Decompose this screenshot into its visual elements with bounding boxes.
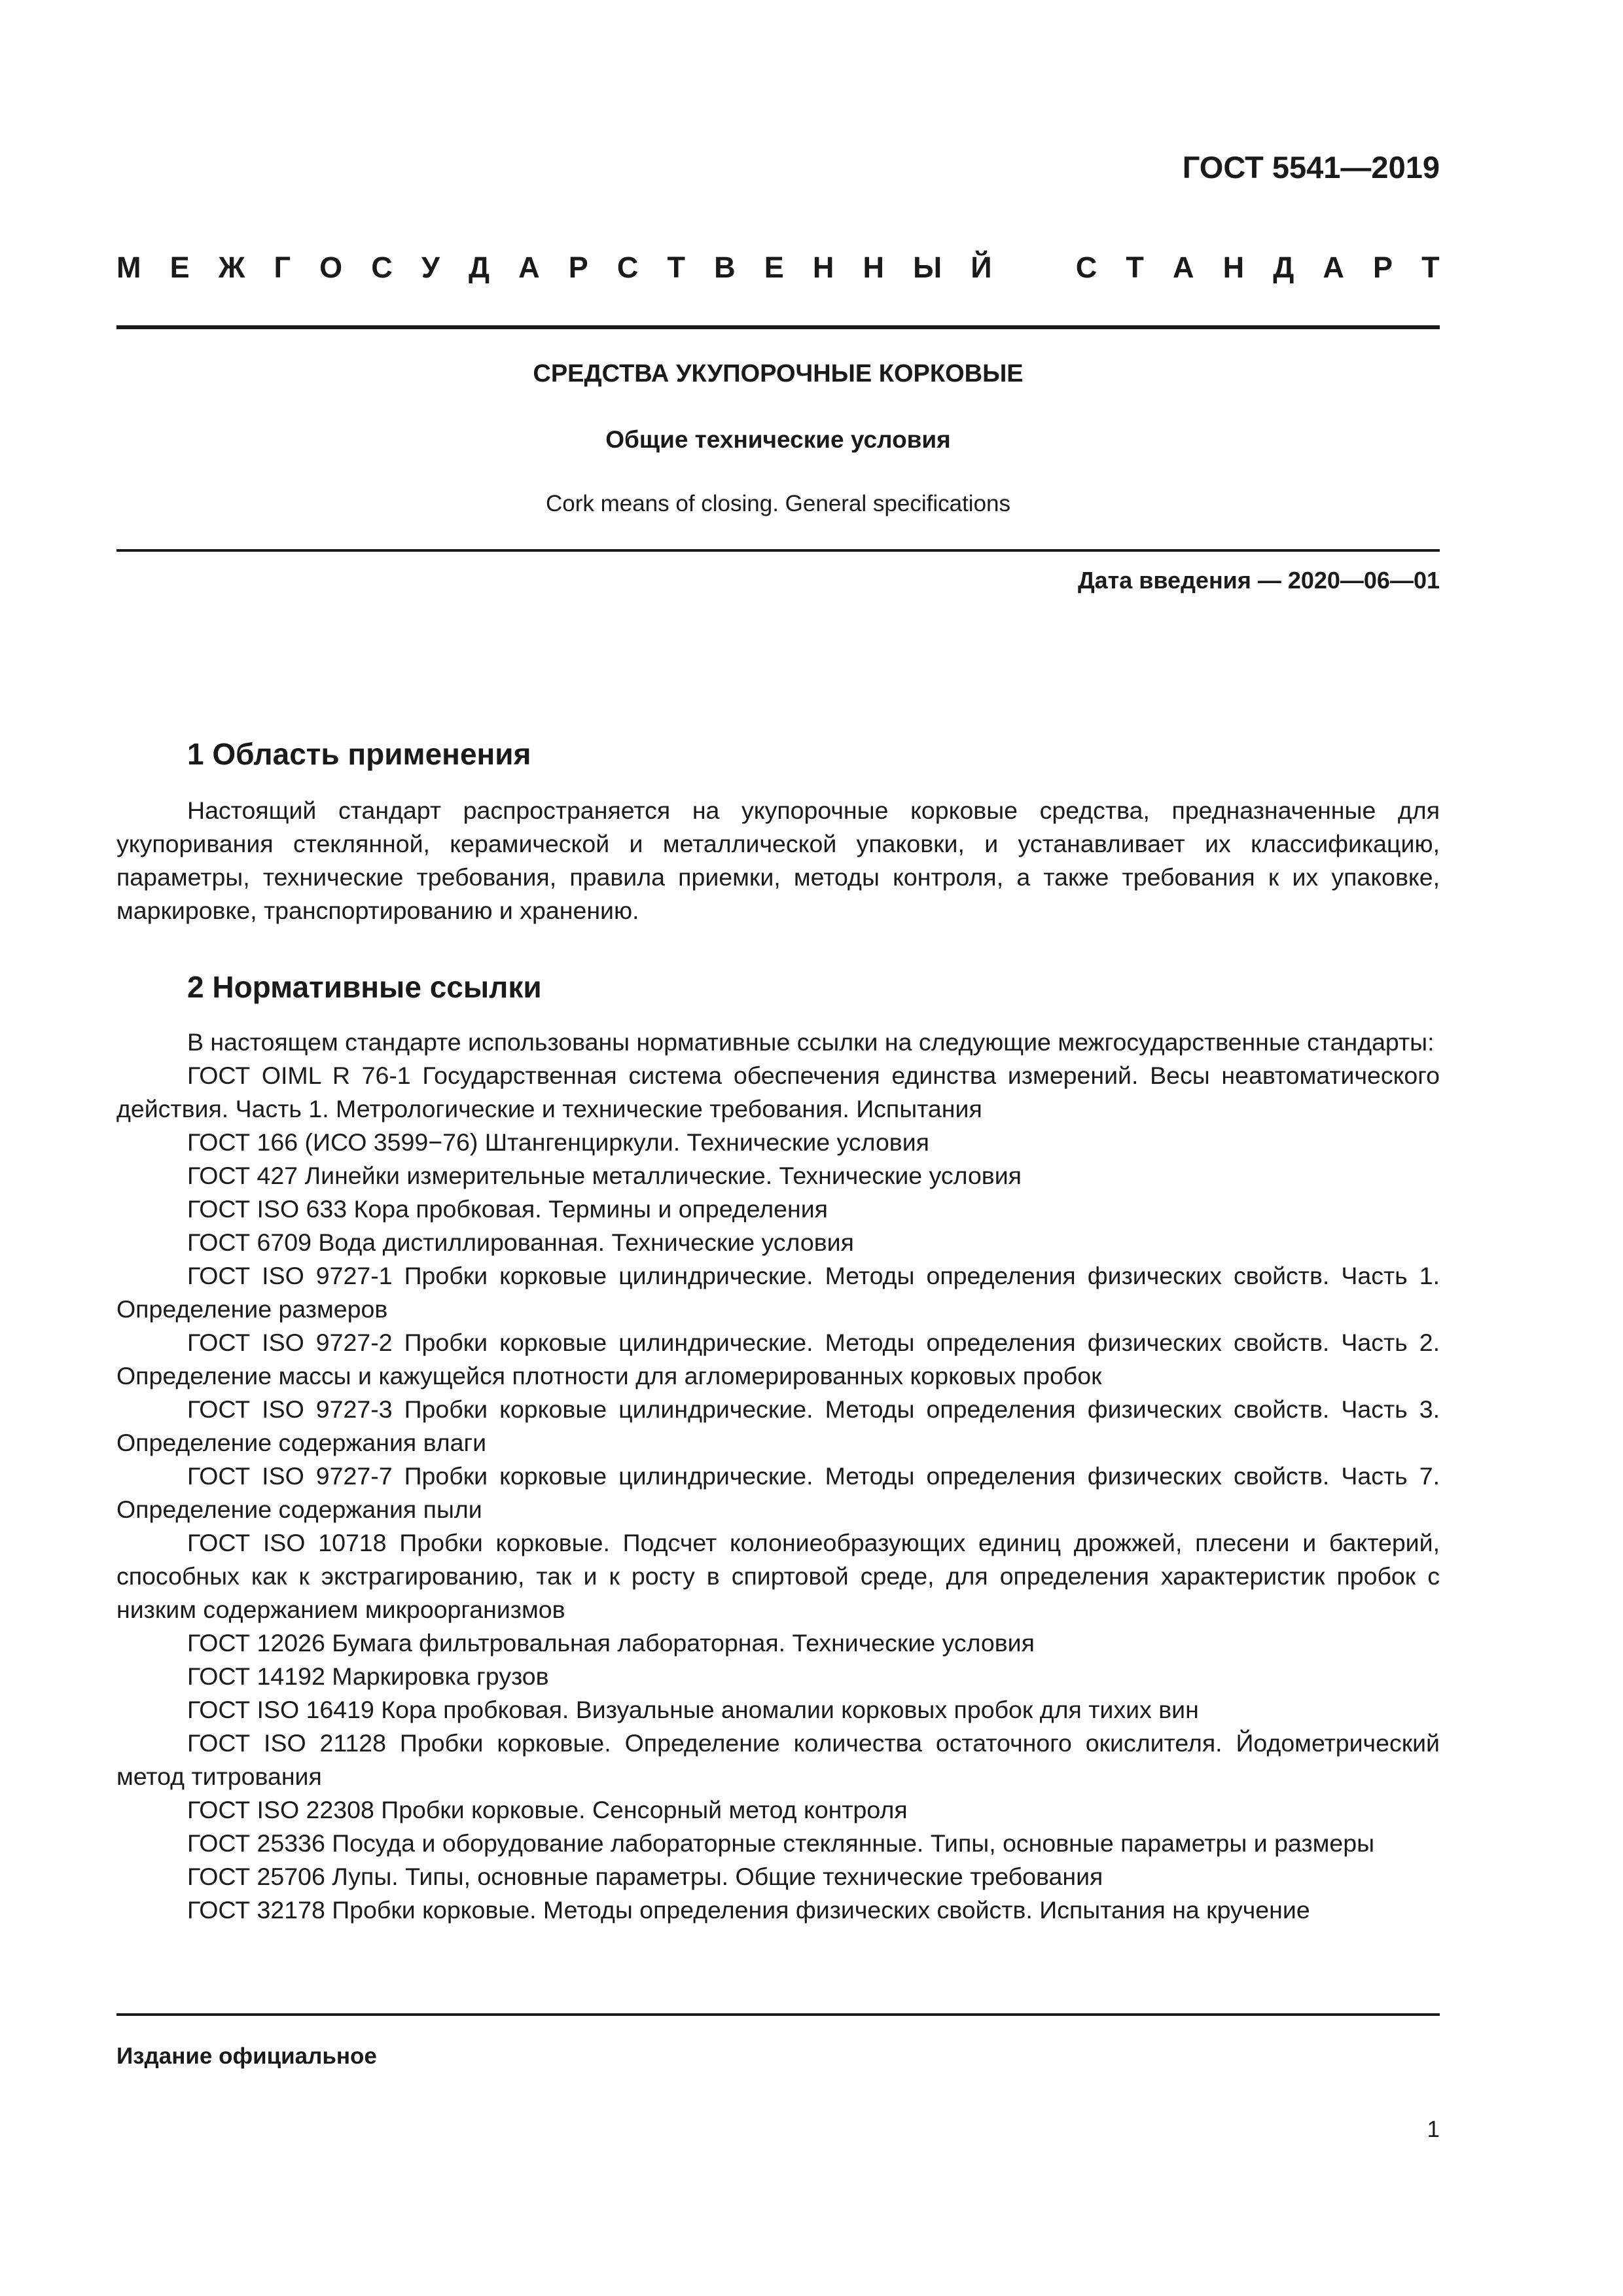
reference-item: ГОСТ ISO 9727-1 Пробки корковые цилиндрические. Методы определения физических свойств. Часть 1. Определение размеров xyxy=(116,1262,1440,1323)
document-title: СРЕДСТВА УКУПОРОЧНЫЕ КОРКОВЫЕ xyxy=(533,360,1024,387)
reference-item: ГОСТ 6709 Вода дистиллированная. Технические условия xyxy=(187,1229,854,1256)
banner-letter: А xyxy=(1323,251,1344,284)
reference-item: ГОСТ OIML R 76-1 Государственная система обеспечения единства измерений. Весы неавтоматического действия. Часть 1. Метрологические и технические требования. Испытания xyxy=(116,1062,1440,1122)
reference-item: ГОСТ ISO 9727-3 Пробки корковые цилиндрические. Методы определения физических свойств. Часть 3. Определение содержания влаги xyxy=(116,1395,1440,1456)
banner-letter: Н xyxy=(812,251,834,284)
banner-letter: У xyxy=(421,251,440,284)
reference-item: ГОСТ ISO 16419 Кора пробковая. Визуальные аномалии корковых пробок для тихих вин xyxy=(187,1696,1199,1723)
header-divider xyxy=(116,325,1440,329)
references-list xyxy=(116,1026,1440,1927)
banner-letter: С xyxy=(616,251,639,284)
banner-word-gap xyxy=(1021,251,1047,285)
banner-letter: Е xyxy=(764,251,784,284)
banner-letter: Н xyxy=(863,251,884,284)
reference-item: ГОСТ 32178 Пробки корковые. Методы определения физических свойств. Испытания на кручение xyxy=(187,1896,1310,1924)
banner-letter: Д xyxy=(468,251,490,284)
banner-letter: Р xyxy=(568,251,588,284)
reference-item: ГОСТ ISO 22308 Пробки корковые. Сенсорный метод контроля xyxy=(187,1796,908,1823)
footer-divider xyxy=(116,2013,1440,2016)
scope-section xyxy=(116,794,1440,927)
banner-letter: Г xyxy=(274,251,291,284)
reference-item: ГОСТ 14192 Маркировка грузов xyxy=(187,1662,549,1690)
banner-letter: М xyxy=(116,251,141,284)
english-title: Cork means of closing. General specifications xyxy=(545,491,1011,516)
effective-date: Дата введения — 2020—06—01 xyxy=(1077,567,1440,594)
reference-item: ГОСТ ISO 10718 Пробки корковые. Подсчет колониеобразующих единиц дрожжей, плесени и бактерий, способных как к экстрагированию, так и к росту в спиртовой среде, для определения характеристик пробок с низким содержанием микроорганизмов xyxy=(116,1529,1440,1623)
interstate-standard-banner xyxy=(116,251,1440,285)
page-number: 1 xyxy=(1427,2117,1440,2142)
reference-item: ГОСТ 166 (ИСО 3599−76) Штангенциркули. Технические условия xyxy=(187,1128,929,1156)
reference-item: ГОСТ 427 Линейки измерительные металлические. Технические условия xyxy=(187,1162,1022,1189)
banner-letter: Ж xyxy=(218,251,245,284)
reference-item: ГОСТ 12026 Бумага фильтровальная лабораторная. Технические условия xyxy=(187,1629,1035,1657)
reference-item: ГОСТ 25336 Посуда и оборудование лабораторные стеклянные. Типы, основные параметры и размеры xyxy=(187,1829,1375,1857)
banner-letter: В xyxy=(714,251,736,284)
official-edition-note: Издание официальное xyxy=(116,2043,377,2069)
banner-letter: С xyxy=(1075,251,1097,284)
banner-letter: Т xyxy=(1126,251,1144,284)
reference-item: ГОСТ 25706 Лупы. Типы, основные параметры. Общие технические требования xyxy=(187,1863,1103,1890)
reference-item: ГОСТ ISO 21128 Пробки корковые. Определение количества остаточного окислителя. Йодометрический метод титрования xyxy=(116,1729,1440,1790)
banner-letter: Ы xyxy=(913,251,942,284)
reference-item: ГОСТ ISO 633 Кора пробковая. Термины и определения xyxy=(187,1195,828,1223)
section-heading-references: 2 Нормативные ссылки xyxy=(187,970,542,1004)
banner-letter: О xyxy=(319,251,343,284)
banner-letter: Е xyxy=(169,251,190,284)
document-subtitle: Общие технические условия xyxy=(605,426,951,453)
title-divider xyxy=(116,549,1440,552)
section-heading-scope: 1 Область применения xyxy=(187,737,531,771)
banner-letter: Д xyxy=(1273,251,1294,284)
banner-letter: С xyxy=(371,251,393,284)
banner-letter: Т xyxy=(1421,251,1440,284)
banner-letter: А xyxy=(1173,251,1194,284)
references-intro: В настоящем стандарте использованы нормативные ссылки на следующие межгосударственные стандарты: xyxy=(187,1028,1435,1056)
scope-paragraph: Настоящий стандарт распространяется на укупорочные корковые средства, предназначенные для укупоривания стеклянной, керамической и металлической упаковки, и устанавливает их классификацию, параметры, технические требования, правила приемки, методы контроля, а также требования к их упаковке, маркировке, транспортированию и хранению. xyxy=(116,797,1440,924)
banner-letter: Й xyxy=(971,251,992,284)
banner-letter: Н xyxy=(1222,251,1245,284)
reference-item: ГОСТ ISO 9727-7 Пробки корковые цилиндрические. Методы определения физических свойств. Часть 7. Определение содержания пыли xyxy=(116,1462,1440,1523)
reference-item: ГОСТ ISO 9727-2 Пробки корковые цилиндрические. Методы определения физических свойств. Часть 2. Определение массы и кажущейся плотности для агломерированных корковых пробок xyxy=(116,1329,1440,1390)
document-number: ГОСТ 5541—2019 xyxy=(1182,150,1440,185)
banner-letter: А xyxy=(518,251,540,284)
banner-letter: Р xyxy=(1373,251,1393,284)
banner-letter: Т xyxy=(667,251,685,284)
